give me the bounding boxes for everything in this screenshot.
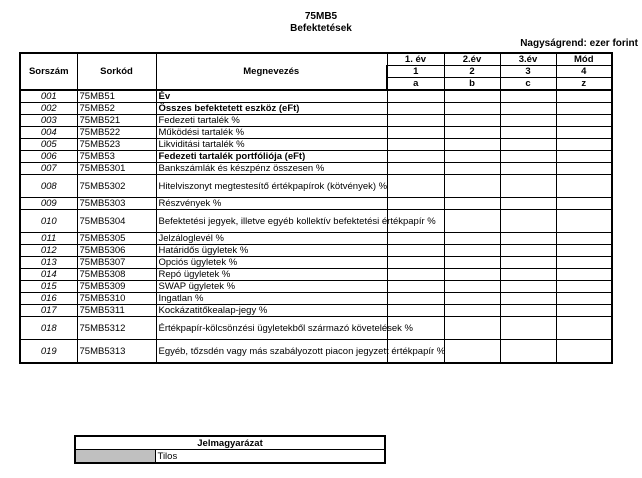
cell-b[interactable] <box>444 210 500 233</box>
cell-c[interactable] <box>500 340 556 364</box>
row-code: 75MB5307 <box>77 257 156 269</box>
cell-b[interactable] <box>444 115 500 127</box>
table-row <box>20 233 612 245</box>
row-name: Bankszámlák és készpénz összesen % <box>156 163 387 175</box>
row-code: 75MB51 <box>77 90 156 103</box>
row-code: 75MB52 <box>77 103 156 115</box>
cell-z[interactable] <box>556 281 612 293</box>
table-row <box>20 269 612 281</box>
header-col2-num: 2 <box>444 66 500 78</box>
cell-b[interactable] <box>444 257 500 269</box>
row-code: 75MB5303 <box>77 198 156 210</box>
row-name: Befektetési jegyek, illetve egyéb kollektív befektetési értékpapír % <box>156 210 387 233</box>
cell-b[interactable] <box>444 281 500 293</box>
cell-a[interactable] <box>387 293 444 305</box>
row-number: 012 <box>20 245 77 257</box>
cell-a[interactable] <box>387 305 444 317</box>
row-code: 75MB53 <box>77 151 156 163</box>
cell-b[interactable] <box>444 103 500 115</box>
cell-b[interactable] <box>444 305 500 317</box>
cell-a[interactable] <box>387 245 444 257</box>
row-code: 75MB522 <box>77 127 156 139</box>
header-col4-letter: z <box>556 78 612 91</box>
cell-z[interactable] <box>556 175 612 198</box>
row-number: 003 <box>20 115 77 127</box>
cell-a[interactable] <box>387 103 444 115</box>
header-col4-num: 4 <box>556 66 612 78</box>
cell-b[interactable] <box>444 198 500 210</box>
cell-c[interactable] <box>500 163 556 175</box>
cell-b[interactable] <box>444 175 500 198</box>
header-col1-year: 1. év <box>387 53 444 66</box>
cell-z[interactable] <box>556 245 612 257</box>
row-code: 75MB5306 <box>77 245 156 257</box>
cell-b[interactable] <box>444 90 500 103</box>
row-code: 75MB521 <box>77 115 156 127</box>
row-code: 75MB5301 <box>77 163 156 175</box>
cell-c[interactable] <box>500 175 556 198</box>
cell-b[interactable] <box>444 340 500 364</box>
row-name: Repó ügyletek % <box>156 269 387 281</box>
table-row <box>20 115 612 127</box>
header-col4-mod: Mód <box>556 53 612 66</box>
table-row <box>20 210 612 233</box>
cell-a[interactable] <box>387 90 444 103</box>
header-col3-year: 3.év <box>500 53 556 66</box>
row-code: 75MB5308 <box>77 269 156 281</box>
header-col1-letter: a <box>387 78 444 91</box>
row-number: 001 <box>20 90 77 103</box>
table-row <box>20 151 612 163</box>
cell-z[interactable] <box>556 198 612 210</box>
row-name: SWAP ügyletek % <box>156 281 387 293</box>
row-number: 008 <box>20 175 77 198</box>
row-name: Ingatlan % <box>156 293 387 305</box>
legend-swatch <box>75 450 155 464</box>
cell-a[interactable] <box>387 175 444 198</box>
header-col3-num: 3 <box>500 66 556 78</box>
cell-z[interactable] <box>556 233 612 245</box>
table-row <box>20 127 612 139</box>
table-row <box>20 90 612 103</box>
cell-c[interactable] <box>500 198 556 210</box>
cell-z[interactable] <box>556 305 612 317</box>
row-number: 007 <box>20 163 77 175</box>
row-name: Egyéb, tőzsdén vagy más szabályozott piacon jegyzett értékpapír % <box>156 340 387 364</box>
cell-c[interactable] <box>500 245 556 257</box>
cell-a[interactable] <box>387 198 444 210</box>
cell-a[interactable] <box>387 163 444 175</box>
header-sorszam: Sorszám <box>20 53 77 90</box>
cell-a[interactable] <box>387 115 444 127</box>
row-code: 75MB5302 <box>77 175 156 198</box>
cell-c[interactable] <box>500 269 556 281</box>
cell-c[interactable] <box>500 151 556 163</box>
row-number: 006 <box>20 151 77 163</box>
cell-c[interactable] <box>500 233 556 245</box>
cell-a[interactable] <box>387 281 444 293</box>
row-number: 018 <box>20 317 77 340</box>
row-code: 75MB5310 <box>77 293 156 305</box>
table-row <box>20 139 612 151</box>
cell-b[interactable] <box>444 269 500 281</box>
header-col3-letter: c <box>500 78 556 91</box>
header-col2-year: 2.év <box>444 53 500 66</box>
row-number: 015 <box>20 281 77 293</box>
cell-a[interactable] <box>387 269 444 281</box>
cell-c[interactable] <box>500 115 556 127</box>
cell-c[interactable] <box>500 281 556 293</box>
table-row <box>20 317 612 340</box>
row-name: Jelzáloglevél % <box>156 233 387 245</box>
header-sorkod: Sorkód <box>77 53 156 90</box>
row-name: Működési tartalék % <box>156 127 387 139</box>
table-row <box>20 305 612 317</box>
row-name: Összes befektetett eszköz (eFt) <box>156 103 387 115</box>
cell-z[interactable] <box>556 139 612 151</box>
table-row <box>20 340 612 364</box>
table-row <box>20 198 612 210</box>
table-row <box>20 103 612 115</box>
cell-b[interactable] <box>444 127 500 139</box>
row-code: 75MB5305 <box>77 233 156 245</box>
table-row <box>20 175 612 198</box>
cell-c[interactable] <box>500 317 556 340</box>
table-row <box>20 257 612 269</box>
cell-a[interactable] <box>387 233 444 245</box>
header-col2-letter: b <box>444 78 500 91</box>
row-number: 017 <box>20 305 77 317</box>
legend <box>74 435 386 464</box>
row-code: 75MB5304 <box>77 210 156 233</box>
cell-z[interactable] <box>556 90 612 103</box>
cell-b[interactable] <box>444 139 500 151</box>
header-col1-num: 1 <box>387 66 444 78</box>
form-title: Befektetések <box>290 23 352 34</box>
table-row <box>20 281 612 293</box>
row-number: 005 <box>20 139 77 151</box>
legend-label: Tilos <box>155 450 385 464</box>
header-megnevezes: Megnevezés <box>156 53 387 90</box>
row-number: 011 <box>20 233 77 245</box>
row-name: Fedezeti tartalék portfóliója (eFt) <box>156 151 387 163</box>
row-name: Határidős ügyletek % <box>156 245 387 257</box>
cell-z[interactable] <box>556 340 612 364</box>
cell-a[interactable] <box>387 151 444 163</box>
cell-c[interactable] <box>500 293 556 305</box>
cell-c[interactable] <box>500 103 556 115</box>
row-code: 75MB5309 <box>77 281 156 293</box>
table-row <box>20 293 612 305</box>
row-name: Részvények % <box>156 198 387 210</box>
cell-c[interactable] <box>500 257 556 269</box>
row-name: Fedezeti tartalék % <box>156 115 387 127</box>
row-number: 013 <box>20 257 77 269</box>
row-code: 75MB5313 <box>77 340 156 364</box>
table-row <box>20 245 612 257</box>
row-number: 002 <box>20 103 77 115</box>
cell-c[interactable] <box>500 90 556 103</box>
cell-b[interactable] <box>444 317 500 340</box>
row-name: Kockázatitőkealap-jegy % <box>156 305 387 317</box>
row-name: Likviditási tartalék % <box>156 139 387 151</box>
row-code: 75MB5311 <box>77 305 156 317</box>
cell-b[interactable] <box>444 233 500 245</box>
cell-b[interactable] <box>444 151 500 163</box>
cell-z[interactable] <box>556 317 612 340</box>
cell-z[interactable] <box>556 293 612 305</box>
row-number: 009 <box>20 198 77 210</box>
cell-z[interactable] <box>556 151 612 163</box>
cell-a[interactable] <box>387 257 444 269</box>
cell-b[interactable] <box>444 245 500 257</box>
cell-b[interactable] <box>444 163 500 175</box>
cell-c[interactable] <box>500 305 556 317</box>
investments-table <box>19 52 613 364</box>
row-name: Év <box>156 90 387 103</box>
cell-z[interactable] <box>556 163 612 175</box>
cell-c[interactable] <box>500 127 556 139</box>
cell-b[interactable] <box>444 293 500 305</box>
cell-c[interactable] <box>500 139 556 151</box>
cell-z[interactable] <box>556 257 612 269</box>
legend-title: Jelmagyarázat <box>75 436 385 450</box>
row-number: 019 <box>20 340 77 364</box>
row-code: 75MB523 <box>77 139 156 151</box>
cell-a[interactable] <box>387 127 444 139</box>
form-code: 75MB5 <box>304 11 338 22</box>
row-code: 75MB5312 <box>77 317 156 340</box>
unit-label: Nagyságrend: ezer forint <box>520 38 638 49</box>
cell-z[interactable] <box>556 269 612 281</box>
row-number: 004 <box>20 127 77 139</box>
table-row <box>20 163 612 175</box>
cell-c[interactable] <box>500 210 556 233</box>
row-number: 016 <box>20 293 77 305</box>
row-name: Hitelviszonyt megtestesítő értékpapírok (kötvények) % <box>156 175 387 198</box>
row-number: 014 <box>20 269 77 281</box>
cell-z[interactable] <box>556 127 612 139</box>
cell-z[interactable] <box>556 103 612 115</box>
cell-z[interactable] <box>556 115 612 127</box>
cell-z[interactable] <box>556 210 612 233</box>
cell-a[interactable] <box>387 139 444 151</box>
row-name: Opciós ügyletek % <box>156 257 387 269</box>
row-name: Értékpapír-kölcsönzési ügyletekből származó követelések % <box>156 317 387 340</box>
row-number: 010 <box>20 210 77 233</box>
